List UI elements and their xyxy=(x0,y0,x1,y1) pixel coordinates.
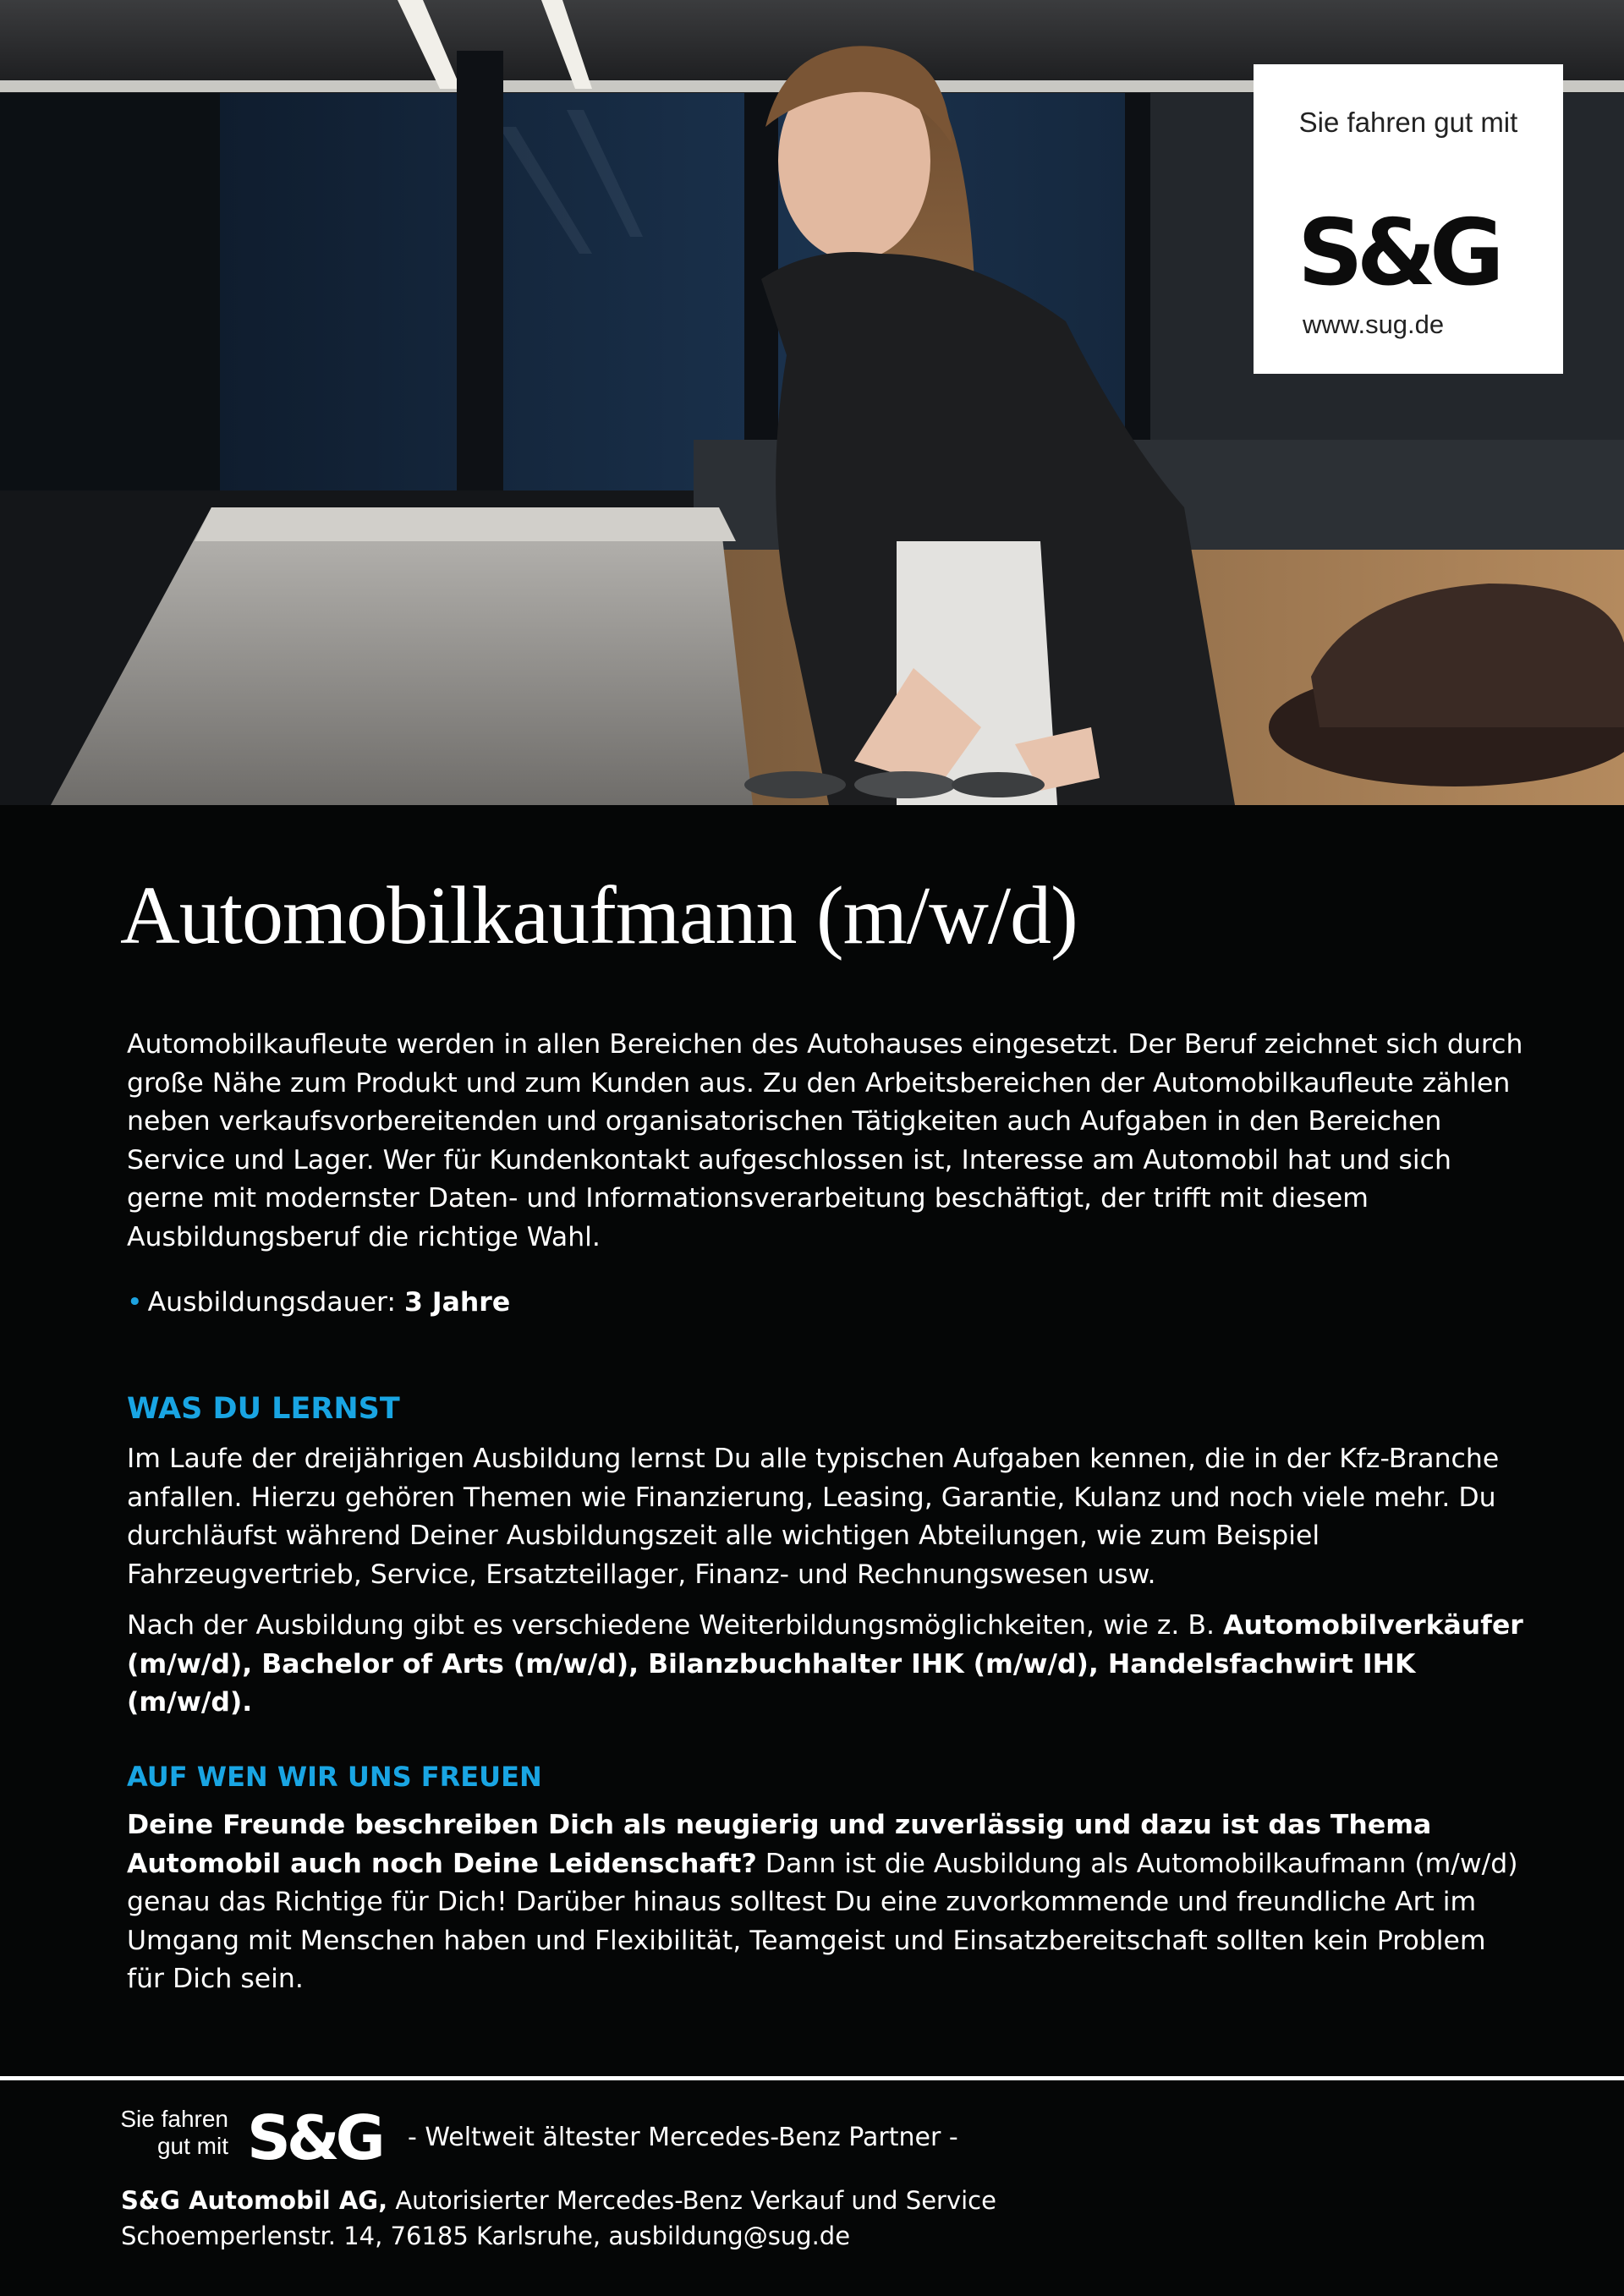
company-name: S&G Automobil AG, xyxy=(121,2186,388,2215)
footer-tagline-line2: gut mit xyxy=(156,2133,228,2159)
badge-tagline: Sie fahren gut mit xyxy=(1298,107,1518,138)
further-training-options: Automobilverkäufer (m/w/d), Bachelor of Arts (m/w/d), Bilanzbuchhalter IHK (m/w/d), Handelsfachwirt IHK (m/w/d). xyxy=(127,1610,1523,1718)
footer-divider xyxy=(0,2076,1624,2080)
duration-label: Ausbildungsdauer: xyxy=(147,1287,396,1318)
footer-tagline xyxy=(110,2106,228,2160)
section-heading-learn: WAS DU LERNST xyxy=(127,1392,400,1426)
job-title: Automobilkaufmann (m/w/d) xyxy=(120,870,1078,962)
sg-logo: S&G xyxy=(1298,200,1498,306)
candidate-bold-lead: Deine Freunde beschreiben Dich als neugierig und zuverlässig und dazu ist das Thema Automobil auch noch Deine Leidenschaft? xyxy=(127,1810,1432,1879)
candidate-text: Dann ist die Ausbildung als Automobilkaufmann (m/w/d) genau das Richtige für Dich! Darüber hinaus solltest Du eine zuvorkommende und freundliche Art im Umgang mit Menschen haben und Flexibilität, Teamgeist und Einsatzbereitschaft sollten kein Problem für Dich sein. xyxy=(127,1848,1518,1994)
duration-value: 3 Jahre xyxy=(404,1287,511,1318)
footer-tagline-line1: Sie fahren xyxy=(120,2106,228,2132)
company-line xyxy=(121,2186,996,2215)
website-link[interactable]: www.sug.de xyxy=(1303,310,1445,339)
further-training-lead: Nach der Ausbildung gibt es verschiedene Weiterbildungsmöglichkeiten, wie z. B. xyxy=(127,1610,1215,1641)
learn-paragraph: Im Laufe der dreijährigen Ausbildung lernst Du alle typischen Aufgaben kennen, die in der Kfz-Branche anfallen. Hierzu gehören Themen wie Finanzierung, Leasing, Garantie, Kulanz und noch viele mehr. Du durchläufst während Deiner Ausbildungszeit alle wichtigen Abteilungen, wie zum Beispiel Fahrzeugvertrieb, Service, Ersatzteillager, Finanz- und Rechnungswesen usw. xyxy=(127,1444,1500,1590)
hero-photo xyxy=(0,0,1624,805)
section-heading-wen: AUF WEN WIR UNS FREUEN xyxy=(127,1761,542,1793)
company-description: Autorisierter Mercedes-Benz Verkauf und Service xyxy=(395,2186,996,2215)
address-line[interactable]: Schoemperlenstr. 14, 76185 Karlsruhe, ausbildung@sug.de xyxy=(121,2222,851,2250)
intro-paragraph: Automobilkaufleute werden in allen Bereichen des Autohauses eingesetzt. Der Beruf zeichnet sich durch große Nähe zum Produkt und zum Kunden aus. Zu den Arbeitsbereichen der Automobilkaufleute zählen neben verkaufsvorbereitenden und organisatorischen Tätigkeiten auch Aufgaben in den Bereichen Service und Lager. Wer für Kundenkontakt aufgeschlossen ist, Interesse am Automobil hat und sich gerne mit modernster Daten- und Informationsverarbeitung beschäftigt, der trifft mit diesem Ausbildungsberuf die richtige Wahl. xyxy=(127,1029,1523,1252)
brand-badge xyxy=(1254,64,1563,374)
further-training-paragraph xyxy=(127,1607,1531,1723)
partner-claim: - Weltweit ältester Mercedes-Benz Partner - xyxy=(408,2123,958,2152)
duration-bullet xyxy=(127,1284,510,1322)
candidate-paragraph xyxy=(127,1806,1531,1999)
bullet-dot-icon: • xyxy=(127,1287,143,1318)
footer-sg-logo: S&G xyxy=(247,2102,381,2173)
